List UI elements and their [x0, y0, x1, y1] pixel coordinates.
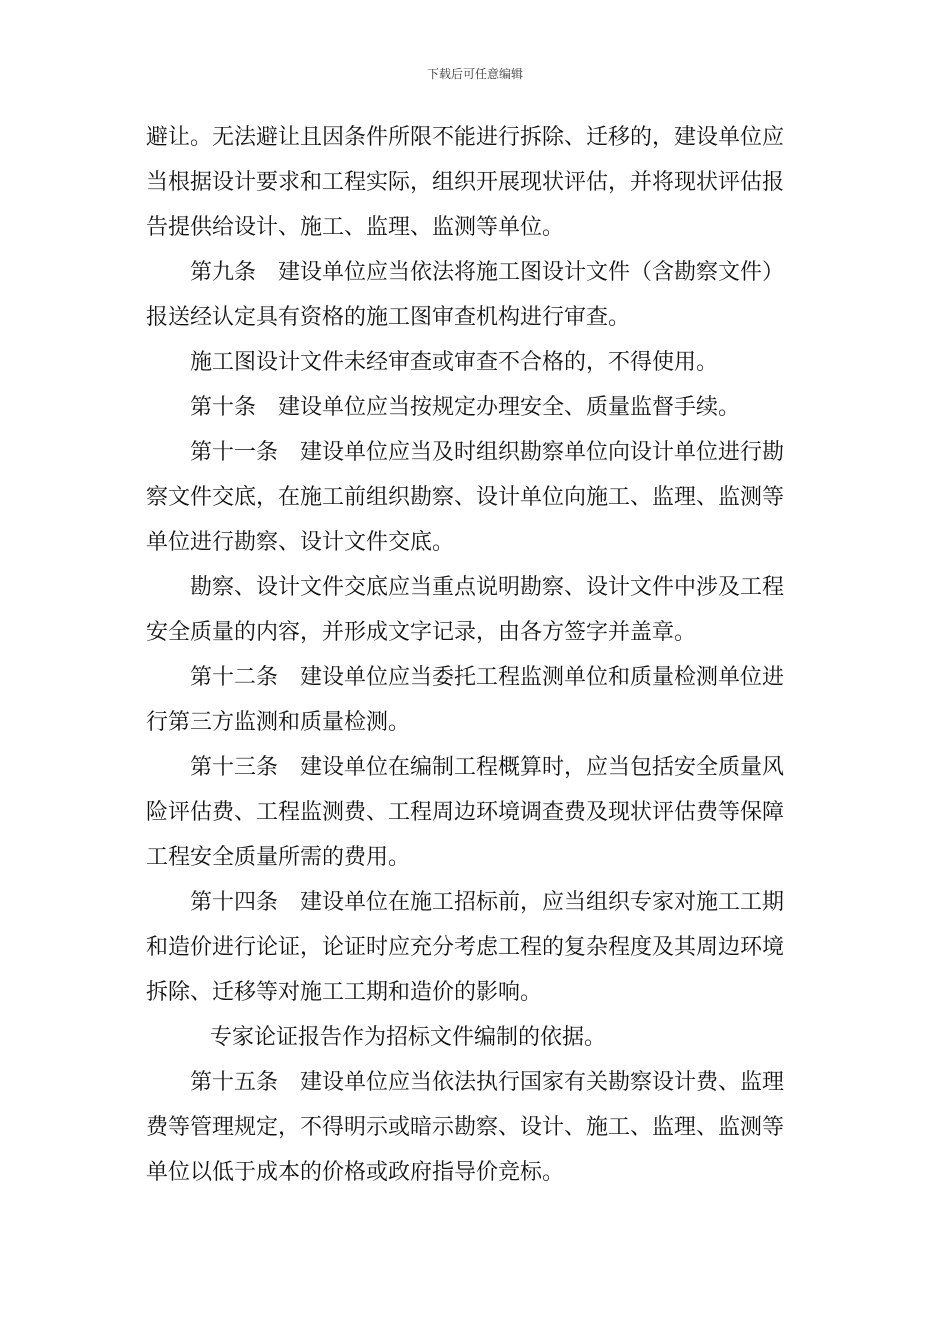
text-line — [146, 745, 796, 790]
text-line: 行第三方监测和质量检测。 — [146, 710, 411, 735]
article-number: 第十条 — [190, 395, 257, 420]
article-11 — [146, 430, 796, 565]
article-text: 建设单位应当按规定办理安全、质量监督手续。 — [278, 395, 741, 420]
text-line: 安全质量的内容，并形成文字记录，由各方签字并盖章。 — [146, 620, 697, 645]
text-line — [146, 880, 796, 925]
text-line: 报送经认定具有资格的施工图审查机构进行审查。 — [146, 305, 631, 330]
text-line: 险评估费、工程监测费、工程周边环境调查费及现状评估费等保障 — [146, 800, 785, 825]
article-text: 建设单位应当委托工程监测单位和质量检测单位进 — [300, 665, 785, 690]
article-13 — [146, 745, 796, 880]
text-line: 当根据设计要求和工程实际，组织开展现状评估，并将现状评估报 — [146, 170, 785, 195]
text-line: 避让。无法避让且因条件所限不能进行拆除、迁移的，建设单位应 — [146, 125, 785, 150]
text-line: 拆除、迁移等对施工工期和造价的影响。 — [146, 980, 543, 1005]
paragraph — [146, 565, 796, 655]
article-15 — [146, 1060, 796, 1195]
article-text: 建设单位应当及时组织勘察单位向设计单位进行勘 — [300, 440, 785, 465]
article-text: 建设单位在施工招标前，应当组织专家对施工工期 — [300, 890, 785, 915]
text-line — [146, 250, 796, 295]
paragraph — [146, 340, 796, 385]
page-header: 下载后可任意编辑 — [426, 67, 523, 81]
article-14 — [146, 880, 796, 1015]
article-number: 第十三条 — [190, 755, 279, 780]
article-12 — [146, 655, 796, 745]
article-number: 第十四条 — [190, 890, 279, 915]
article-number: 第十一条 — [190, 440, 279, 465]
text-line — [146, 1060, 796, 1105]
article-9 — [146, 250, 796, 340]
paragraph — [146, 1015, 796, 1060]
article-text: 建设单位应当依法将施工图设计文件（含勘察文件） — [278, 260, 785, 285]
text-line: 专家论证报告作为招标文件编制的依据。 — [210, 1025, 607, 1050]
article-10 — [146, 385, 796, 430]
text-line: 单位以低于成本的价格或政府指导价竞标。 — [146, 1160, 565, 1185]
text-line: 察文件交底，在施工前组织勘察、设计单位向施工、监理、监测等 — [146, 485, 785, 510]
text-line: 勘察、设计文件交底应当重点说明勘察、设计文件中涉及工程 — [190, 575, 785, 600]
article-number: 第十二条 — [190, 665, 279, 690]
text-line: 施工图设计文件未经审查或审查不合格的，不得使用。 — [190, 350, 719, 375]
text-line: 费等管理规定，不得明示或暗示勘察、设计、施工、监理、监测等 — [146, 1115, 785, 1140]
article-number: 第九条 — [190, 260, 257, 285]
article-text: 建设单位应当依法执行国家有关勘察设计费、监理 — [300, 1070, 785, 1095]
text-line: 工程安全质量所需的费用。 — [146, 845, 411, 870]
document-body — [146, 115, 796, 1195]
article-text: 建设单位在编制工程概算时，应当包括安全质量风 — [300, 755, 785, 780]
article-number: 第十五条 — [190, 1070, 279, 1095]
text-line — [146, 655, 796, 700]
text-line: 单位进行勘察、设计文件交底。 — [146, 530, 455, 555]
text-line: 和造价进行论证，论证时应充分考虑工程的复杂程度及其周边环境 — [146, 935, 785, 960]
text-line — [146, 430, 796, 475]
text-line — [146, 385, 796, 430]
paragraph-continuation — [146, 115, 796, 250]
text-line: 告提供给设计、施工、监理、监测等单位。 — [146, 215, 565, 240]
